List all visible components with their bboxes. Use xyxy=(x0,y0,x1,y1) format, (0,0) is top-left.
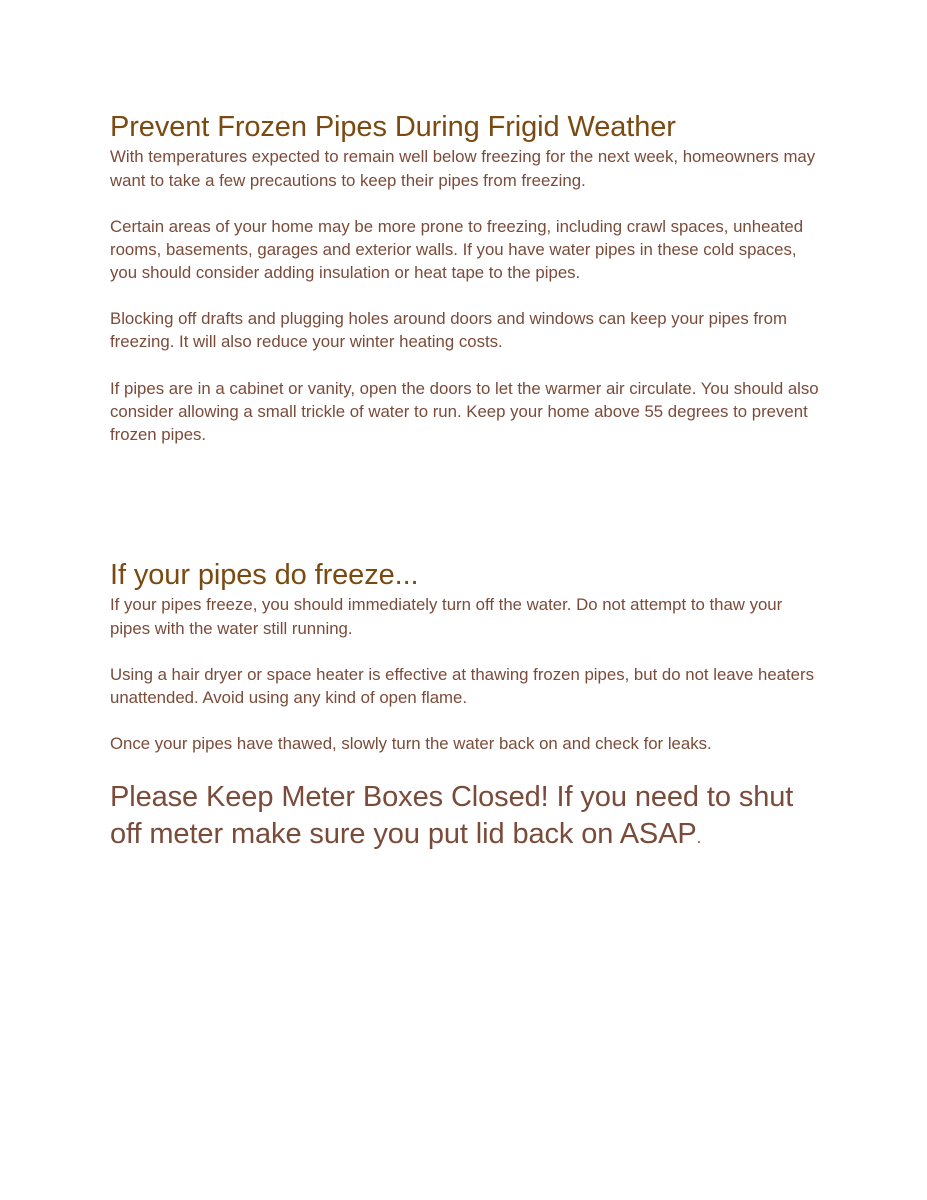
closing-gap xyxy=(110,755,822,779)
paragraph-spacer xyxy=(110,284,822,307)
closing-statement-text: Please Keep Meter Boxes Closed! If you need to shut off meter make sure you put lid back on ASAP xyxy=(110,781,794,851)
paragraph-spacer xyxy=(110,640,822,663)
turn-off-water-paragraph: If your pipes freeze, you should immediately turn off the water. Do not attempt to thaw your pipes with the water still running. xyxy=(110,595,783,638)
paragraph-spacer xyxy=(110,354,822,377)
page-title: Prevent Frozen Pipes During Frigid Weather xyxy=(110,111,676,143)
intro-paragraph: With temperatures expected to remain well below freezing for the next week, homeowners may want to take a few precautions to keep their pipes from freezing. xyxy=(110,147,816,190)
paragraph-spacer xyxy=(110,709,822,732)
document-content xyxy=(110,110,822,854)
closing-statement xyxy=(110,779,822,853)
drafts-paragraph: Blocking off drafts and plugging holes around doors and windows can keep your pipes from freezing. It will also reduce your winter heating costs. xyxy=(110,309,787,352)
closing-statement-period: . xyxy=(696,828,702,848)
section-heading-if-pipes-freeze: If your pipes do freeze... xyxy=(110,559,419,592)
check-for-leaks-paragraph: Once your pipes have thawed, slowly turn the water back on and check for leaks. xyxy=(110,734,712,754)
prone-areas-paragraph: Certain areas of your home may be more prone to freezing, including crawl spaces, unheated rooms, basements, garages and exterior walls. If you have water pipes in these cold spaces, you should consider adding insulation or heat tape to the pipes. xyxy=(110,216,804,283)
paragraph-spacer xyxy=(110,192,822,215)
hair-dryer-paragraph: Using a hair dryer or space heater is effective at thawing frozen pipes, but do not leave heaters unattended. Avoid using any kind of open flame. xyxy=(110,664,814,707)
section-gap xyxy=(110,446,822,558)
cabinet-paragraph: If pipes are in a cabinet or vanity, open the doors to let the warmer air circulate. You should also consider allowing a small trickle of water to run. Keep your home above 55 degrees to prevent frozen pipes. xyxy=(110,378,819,444)
